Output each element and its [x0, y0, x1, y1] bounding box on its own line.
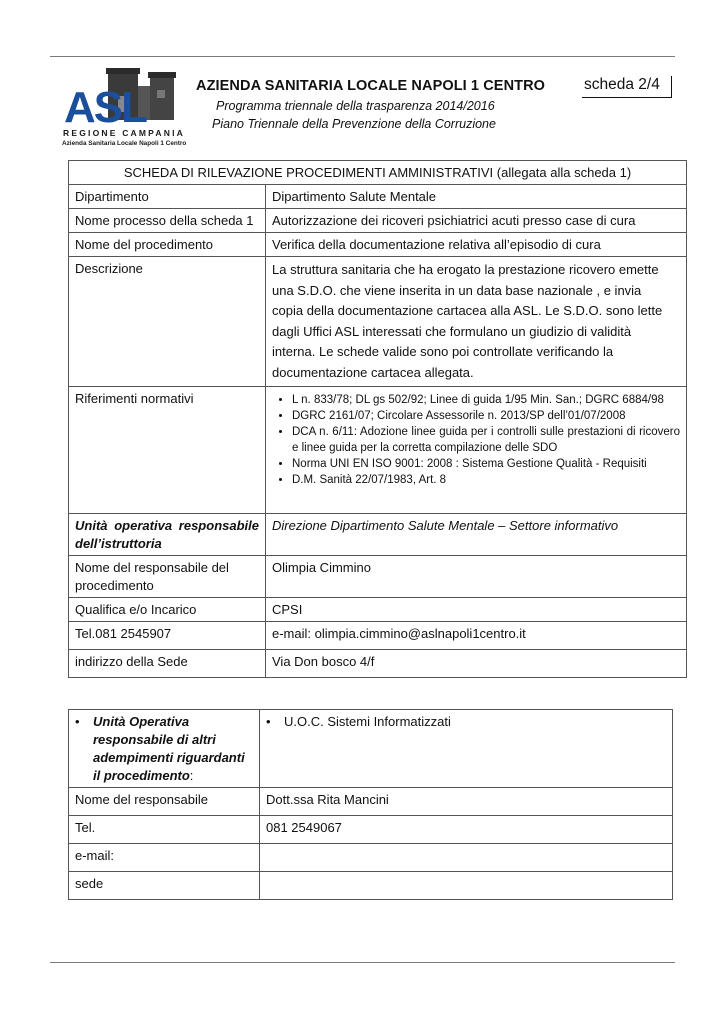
qualifica-label: Qualifica e/o Incarico — [69, 597, 266, 621]
table-row — [69, 513, 687, 555]
processo-label: Nome processo della scheda 1 — [69, 209, 266, 233]
unita-label-line: Unità operativa responsabile — [75, 517, 259, 533]
table-row — [69, 386, 687, 513]
table-row — [69, 649, 687, 677]
riferimenti-list — [266, 386, 687, 513]
descrizione-line: una S.D.O. che viene inserita in un data base nazionale , e invia — [272, 282, 642, 298]
table-row — [69, 844, 673, 872]
riferimenti-label: Riferimenti normativi — [69, 386, 266, 513]
other-unit-label: Unità Operativa responsabile di altri adempimenti riguardanti il procedimento — [93, 714, 245, 783]
unita-label-line: dell’istruttoria — [75, 535, 162, 551]
table-row — [69, 872, 673, 900]
other-unit-table — [68, 709, 673, 900]
procedure-table — [68, 160, 687, 678]
logo-region-text: REGIONE CAMPANIA — [63, 128, 185, 138]
dipartimento-value: Dipartimento Salute Mentale — [266, 185, 687, 209]
unita-value: Direzione Dipartimento Salute Mentale – Settore informativo — [266, 513, 687, 555]
top-rule — [50, 56, 675, 57]
descrizione-line: La struttura sanitaria che ha erogato la prestazione ricovero emette — [272, 262, 659, 277]
procedimento-value: Verifica della documentazione relativa all’episodio di cura — [266, 233, 687, 257]
other-unit-label-cell — [69, 710, 260, 788]
other-tel-value: 081 2549067 — [260, 816, 673, 844]
table-row — [69, 555, 687, 597]
other-responsabile-value: Dott.ssa Rita Mancini — [260, 788, 673, 816]
descrizione-line: documentazione cartacea allegata. — [272, 364, 474, 380]
bullet-icon: • — [75, 714, 80, 729]
other-unit-value: U.O.C. Sistemi Informatizzati — [284, 714, 451, 729]
table-heading: SCHEDA DI RILEVAZIONE PROCEDIMENTI AMMINISTRATIVI (allegata alla scheda 1) — [69, 161, 687, 185]
scheda-number: scheda 2/4 — [582, 76, 672, 98]
bottom-rule — [50, 962, 675, 963]
other-tel-label: Tel. — [69, 816, 260, 844]
table-row — [69, 185, 687, 209]
unita-label — [69, 513, 266, 555]
table-row — [69, 816, 673, 844]
table-row — [69, 788, 673, 816]
email-value: e-mail: olimpia.cimmino@aslnapoli1centro.it — [266, 621, 687, 649]
responsabile-label: Nome del responsabile del procedimento — [69, 555, 266, 597]
responsabile-value: Olimpia Cimmino — [266, 555, 687, 597]
other-sede-label: sede — [69, 872, 260, 900]
table-row — [69, 209, 687, 233]
dipartimento-label: Dipartimento — [69, 185, 266, 209]
program-subtitle: Programma triennale della trasparenza 2014/2016 — [216, 99, 495, 113]
other-email-label: e-mail: — [69, 844, 260, 872]
descrizione-line: interna. Le schede valide sono poi controllate verificando la — [272, 344, 614, 360]
asl-logo — [62, 66, 186, 152]
other-unit-value-cell — [260, 710, 673, 788]
svg-text:ASL: ASL — [64, 83, 146, 128]
processo-value: Autorizzazione dei ricoveri psichiatrici acuti presso case di cura — [266, 209, 687, 233]
other-sede-value — [260, 872, 673, 900]
table-header-row — [69, 161, 687, 185]
other-responsabile-label: Nome del responsabile — [69, 788, 260, 816]
logo-caption-text: Azienda Sanitaria Locale Napoli 1 Centro — [62, 140, 187, 147]
list-item: • DGRC 2161/07; Circolare Assessorile n. 2013/SP dell’01/07/2008 — [292, 408, 680, 424]
bullet-icon: • — [266, 714, 271, 729]
descrizione-line: dagli Uffici ASL interessati che formulano un giudizio di validità — [272, 323, 632, 339]
sede-label: indirizzo della Sede — [69, 649, 266, 677]
tel-label: Tel.081 2545907 — [69, 621, 266, 649]
other-unit-colon: : — [189, 768, 194, 783]
other-email-value — [260, 844, 673, 872]
table-row — [69, 597, 687, 621]
sede-value: Via Don bosco 4/f — [266, 649, 687, 677]
procedimento-label: Nome del procedimento — [69, 233, 266, 257]
table-row — [69, 710, 673, 788]
list-item: • Norma UNI EN ISO 9001: 2008 : Sistema Gestione Qualità - Requisiti — [292, 456, 680, 472]
list-item: • DCA n. 6/11: Adozione linee guida per i controlli sulle prestazioni di ricovero e linee guida per la corretta compilazione delle SDO — [292, 424, 680, 456]
table-row — [69, 257, 687, 387]
list-item: • L n. 833/78; DL gs 502/92; Linee di guida 1/95 Min. San.; DGRC 6884/98 — [292, 392, 680, 408]
list-item: • D.M. Sanità 22/07/1983, Art. 8 — [292, 472, 680, 488]
descrizione-value — [266, 257, 687, 387]
castle-logo-icon — [62, 66, 186, 128]
plan-subtitle: Piano Triennale della Prevenzione della Corruzione — [212, 117, 496, 131]
qualifica-value: CPSI — [266, 597, 687, 621]
org-title: AZIENDA SANITARIA LOCALE NAPOLI 1 CENTRO — [196, 78, 546, 94]
descrizione-label: Descrizione — [69, 257, 266, 387]
descrizione-line: copia della documentazione cartacea alla ASL. Le S.D.O. sono lette — [272, 303, 663, 319]
table-row — [69, 621, 687, 649]
table-row — [69, 233, 687, 257]
